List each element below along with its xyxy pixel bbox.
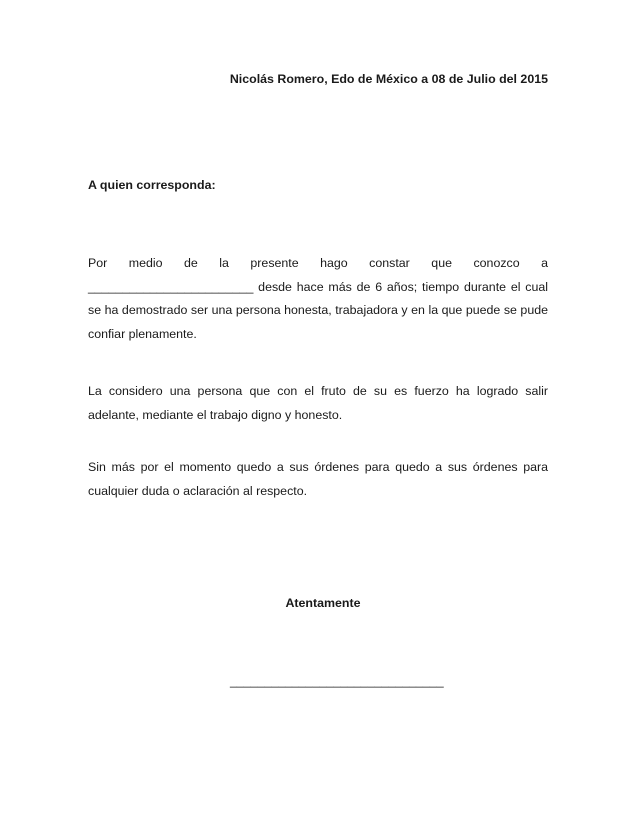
closing — [0, 596, 638, 610]
paragraph-3: Sin más por el momento quedo a sus órdenes para quedo a sus órdenes para cualquier duda o aclaración al respecto. — [88, 460, 548, 498]
salutation: A quien corresponda: — [88, 178, 216, 192]
signature-line: _______________________________ — [230, 674, 444, 688]
closing-text: Atentamente — [285, 596, 361, 610]
date-line: Nicolás Romero, Edo de México a 08 de Julio del 2015 — [229, 72, 548, 86]
paragraph-2: La considero una persona que con el fruto de su es fuerzo ha logrado salir adelante, mediante el trabajo digno y honesto. — [88, 384, 548, 422]
paragraph-1: Por medio de la presente hago constar que conozco a ________________________ desde hace más de 6 años; tiempo durante el cual se ha demostrado ser una persona honesta, trabajadora y en la que puede se pude confiar plenamente. — [88, 256, 548, 341]
